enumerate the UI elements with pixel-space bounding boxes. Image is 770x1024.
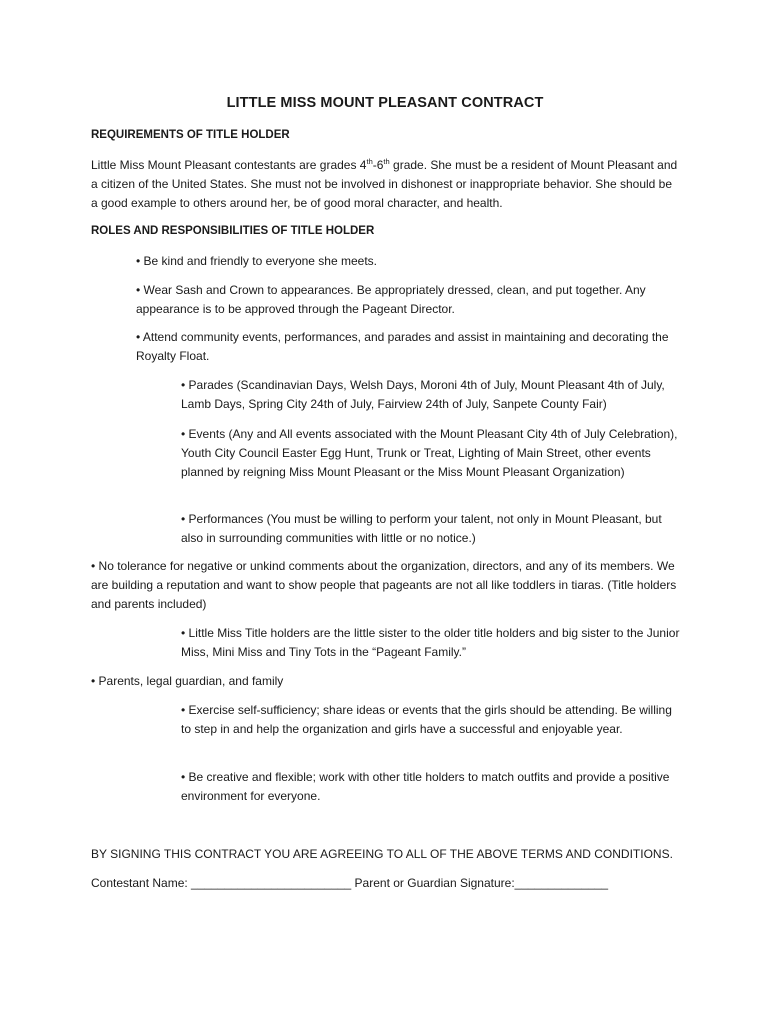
requirements-sup-1: th — [366, 157, 373, 166]
role-item-parents: • Parents, legal guardian, and family — [91, 674, 284, 688]
role-subitem-events: • Events (Any and All events associated with the Mount Pleasant City 4th of July Celebration), Youth City Council Easter Egg Hunt, Trunk or Treat, Lighting of Main Street, other events planned by reigning Miss Mount Pleasant or the Miss Mount Pleasant Organization) — [181, 427, 678, 479]
role-item-sash-crown: • Wear Sash and Crown to appearances. Be appropriately dressed, clean, and put together. Any appearance is to be approved through the Pageant Director. — [136, 283, 646, 316]
requirements-sup-2: th — [383, 157, 390, 166]
requirements-text-c: grade. She must be a resident of Mount Pleasant and a citizen of the United States. She must not be involved in dishonest or inappropriate behavior. She should be a good example to others around her, be of good moral character, and health. — [91, 158, 678, 210]
roles-heading: ROLES AND RESPONSIBILITIES OF TITLE HOLDER — [91, 225, 375, 237]
role-subitem-little-sister: • Little Miss Title holders are the little sister to the older title holders and big sister to the Junior Miss, Mini Miss and Tiny Tots in the “Pageant Family.” — [181, 626, 680, 659]
requirements-text-b: -6 — [372, 158, 384, 172]
role-subitem-self-sufficiency: • Exercise self-sufficiency; share ideas or events that the girls should be attending. Be willing to step in and help the organization and girls have a successful and enjoyable year. — [181, 703, 672, 736]
signature-line: Contestant Name: ________________________ Parent or Guardian Signature:______________ — [91, 876, 609, 890]
role-subitem-performances: • Performances (You must be willing to perform your talent, not only in Mount Pleasant, but also in surrounding communities with little or no notice.) — [181, 512, 662, 545]
role-item-attend-events: • Attend community events, performances, and parades and assist in maintaining and decorating the Royalty Float. — [136, 330, 669, 363]
role-item-kind: • Be kind and friendly to everyone she meets. — [136, 254, 378, 268]
document-title: LITTLE MISS MOUNT PLEASANT CONTRACT — [226, 95, 544, 111]
requirements-heading: REQUIREMENTS OF TITLE HOLDER — [91, 129, 290, 141]
role-item-no-tolerance: • No tolerance for negative or unkind comments about the organization, directors, and any of its members. We are building a reputation and want to show people that pageants are not all like toddlers in tiaras. (Title holders and parents included) — [91, 559, 677, 611]
agreement-statement: BY SIGNING THIS CONTRACT YOU ARE AGREEING TO ALL OF THE ABOVE TERMS AND CONDITIONS. — [91, 847, 673, 861]
role-subitem-creative: • Be creative and flexible; work with other title holders to match outfits and provide a positive environment for everyone. — [181, 770, 670, 803]
requirements-text-a: Little Miss Mount Pleasant contestants are grades 4 — [91, 158, 367, 172]
requirements-paragraph — [91, 156, 681, 213]
role-subitem-parades: • Parades (Scandinavian Days, Welsh Days, Moroni 4th of July, Mount Pleasant 4th of July, Lamb Days, Spring City 24th of July, Fairview 24th of July, Sanpete County Fair) — [181, 378, 665, 411]
